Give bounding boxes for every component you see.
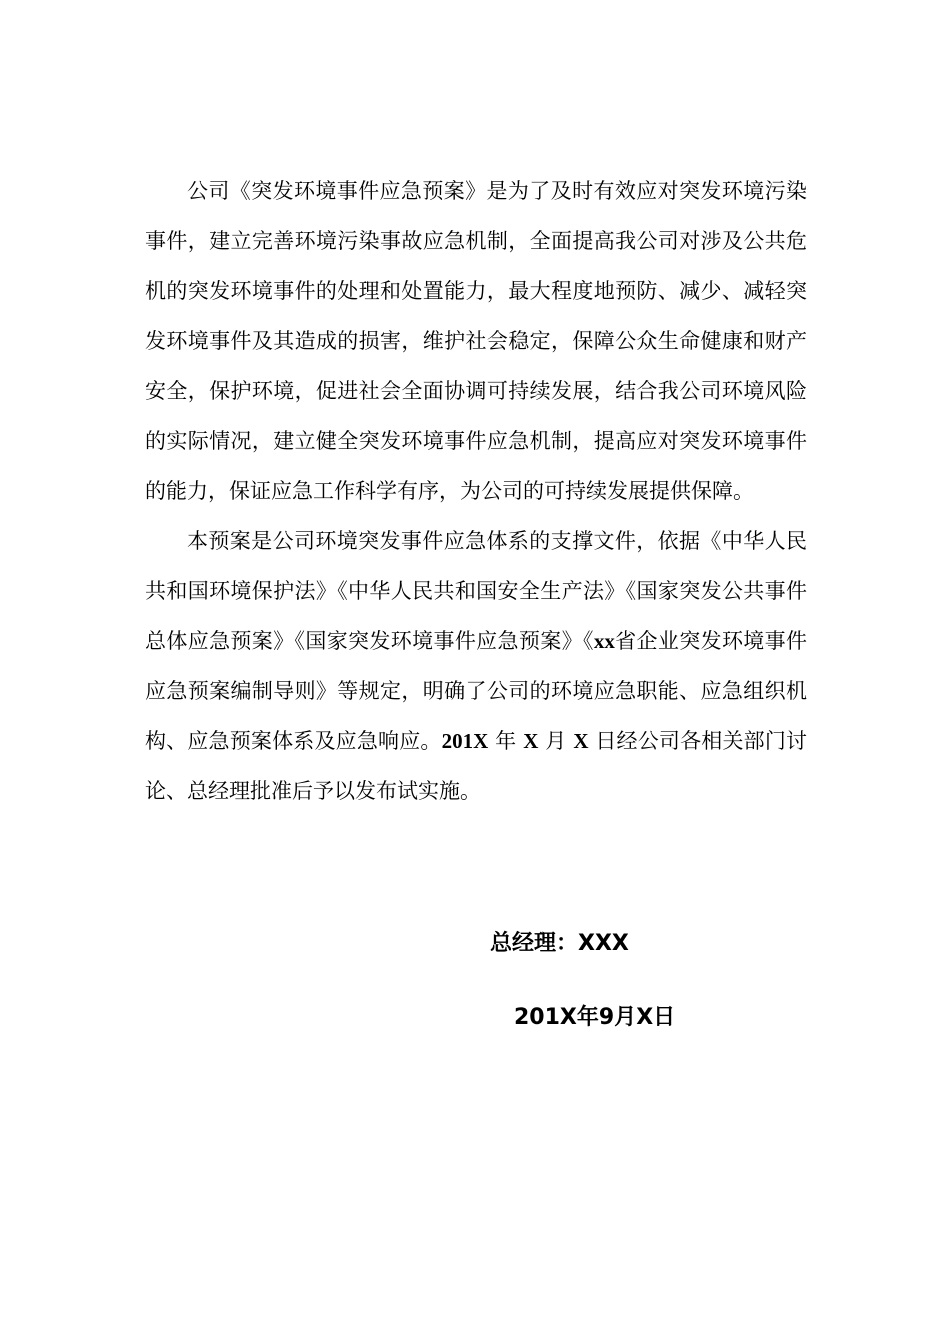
basis-text-2: 省企业突发环境事件应急预案编制导则》等规定，明确了公司的环境应急职能、应急组织机构、应急预案体系及应急响应。 <box>145 629 808 753</box>
paragraph-purpose: 公司《突发环境事件应急预案》是为了及时有效应对突发环境污染事件，建立完善环境污染事故应急机制，全面提高我公司对涉及公共危机的突发环境事件的处理和处置能力，最大程度地预防、减少、减轻突发环境事件及其造成的损害，维护社会稳定，保障公众生命健康和财产安全，保护环境，促进社会全面协调可持续发展，结合我公司环境风险的实际情况，建立健全突发环境事件应急机制，提高应对突发环境事件的能力，保证应急工作科学有序，为公司的可持续发展提供保障。 <box>145 179 807 503</box>
basis-day: X <box>573 729 589 753</box>
signature-manager: 总经理：XXX <box>490 931 629 956</box>
basis-text-1: 本预案是公司环境突发事件应急体系的支撑文件，依据《中华人民共和国环境保护法》《中华人民共和国安全生产法》《国家突发公共事件总体应急预案》《国家突发环境事件应急预案》《 <box>145 529 807 653</box>
basis-text-3: 日经公司各相关部门讨论、总经理批准后予以发布试实施。 <box>145 729 808 803</box>
paragraph-basis <box>145 516 807 816</box>
basis-month: X <box>523 729 539 753</box>
basis-year: 201X <box>441 729 489 753</box>
basis-year-char: 年 <box>495 729 517 753</box>
basis-province-placeholder: xx <box>593 629 615 653</box>
document-body <box>145 166 807 816</box>
basis-month-char: 月 <box>545 729 567 753</box>
signature-date: 201X年9月X日 <box>514 1005 676 1030</box>
